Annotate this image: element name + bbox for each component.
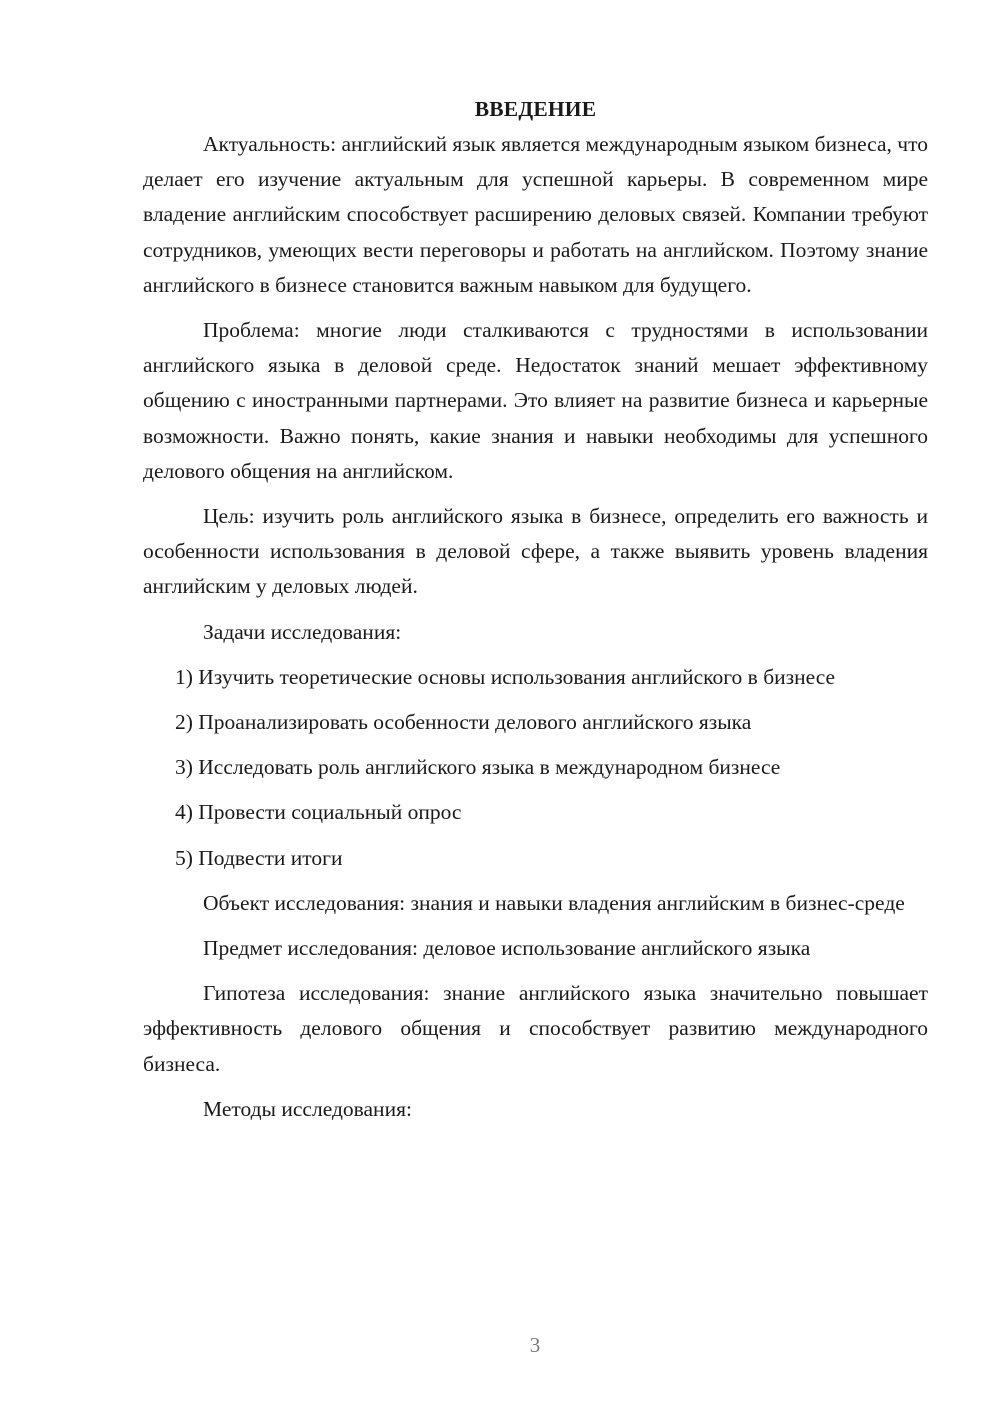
relevance-paragraph: Актуальность: английский язык является международным языком бизнеса, что делает его изучение актуальным для успешной карьеры. В современном мире владение английским способствует расширению деловых связей. Компании требуют сотрудников, умеющих вести переговоры и работать на английском. Поэтому знание английского в бизнесе становится важным навыком для будущего. [143,132,928,297]
section-title: ВВЕДЕНИЕ [474,97,597,121]
hypothesis-paragraph: Гипотеза исследования: знание английского языка значительно повышает эффективность делового общения и способствует развитию международного бизнеса. [143,981,928,1076]
object-paragraph: Объект исследования: знания и навыки владения английским в бизнес-среде [203,890,905,915]
subject-paragraph: Предмет исследования: деловое использование английского языка [203,936,811,961]
tasks-heading: Задачи исследования: [203,619,402,644]
task-item-2: 2) Проанализировать особенности делового английского языка [175,710,752,735]
task-item-1: 1) Изучить теоретические основы использования английского в бизнесе [175,664,836,689]
problem-paragraph: Проблема: многие люди сталкиваются с трудностями в использовании английского языка в деловой среде. Недостаток знаний мешает эффективному общению с иностранными партнерами. Это влияет на развитие бизнеса и карьерные возможности. Важно понять, какие знания и навыки необходимы для успешного делового общения на английском. [143,318,928,483]
document-body [143,92,928,1127]
task-item-5: 5) Подвести итоги [175,845,343,870]
page-number: 3 [529,1333,541,1357]
goal-paragraph: Цель: изучить роль английского языка в бизнесе, определить его важность и особенности использования в деловой сфере, а также выявить уровень владения английским у деловых людей. [143,504,928,599]
task-item-4: 4) Провести социальный опрос [175,800,462,825]
task-item-3: 3) Исследовать роль английского языка в международном бизнесе [175,755,781,780]
methods-heading: Методы исследования: [203,1096,412,1121]
